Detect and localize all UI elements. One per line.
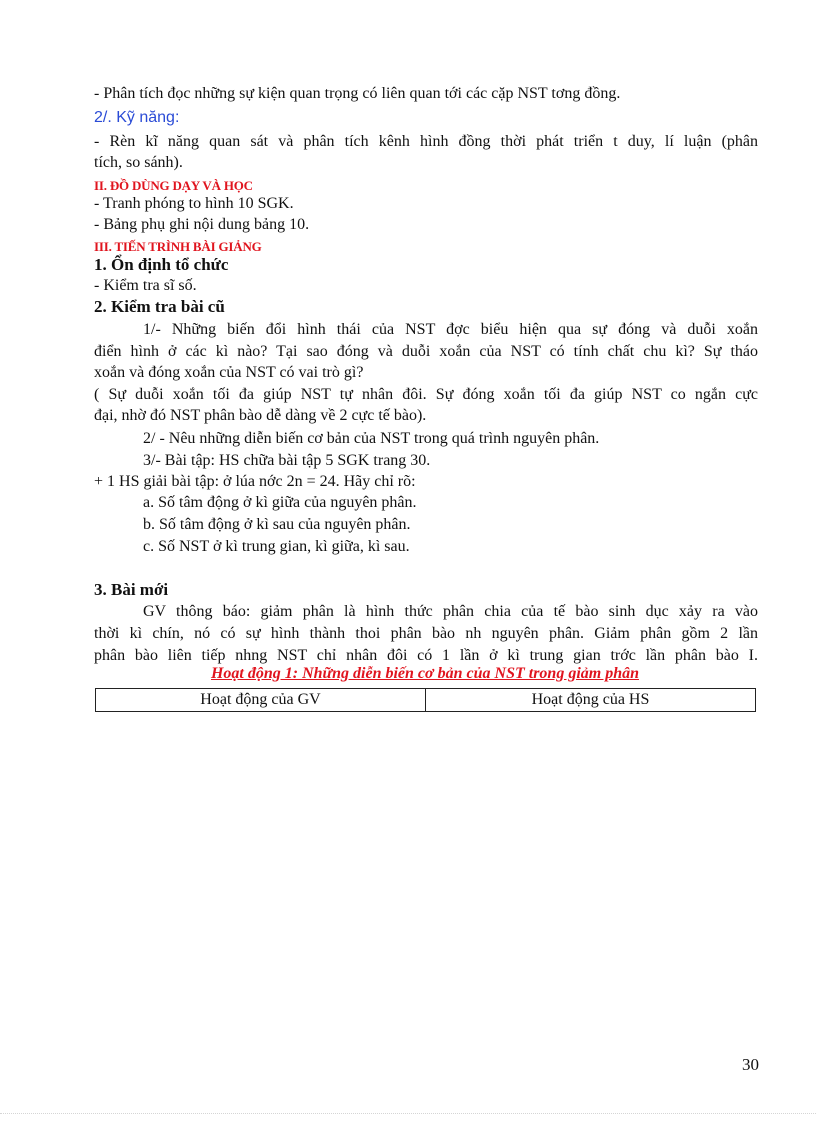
text-line: ( Sự duỗi xoắn tối đa giúp NST tự nhân đôi. Sự đóng xoắn tối đa giúp NST co ngắn cực — [94, 386, 758, 403]
list-item: a. Số tâm động ở kì giữa của nguyên phân. — [143, 494, 417, 511]
list-item: b. Số tâm động ở kì sau của nguyên phân. — [143, 516, 411, 533]
text-line: - Phân tích đọc những sự kiện quan trọng có liên quan tới các cặp NST tơng đồng. — [94, 85, 621, 102]
text-line: GV thông báo: giảm phân là hình thức phân chia của tế bào sinh dục xảy ra vào — [143, 603, 758, 620]
text-line: phân bào liên tiếp nhng NST chỉ nhân đôi có 1 lần ở kì trung gian trớc lần phân bào I. — [94, 647, 758, 664]
page-bottom-divider — [0, 1113, 816, 1114]
list-item: c. Số NST ở kì trung gian, kì giữa, kì sau. — [143, 538, 410, 555]
text-line: - Tranh phóng to hình 10 SGK. — [94, 195, 294, 212]
text-line: - Bảng phụ ghi nội dung bảng 10. — [94, 216, 310, 233]
text-line: + 1 HS giải bài tập: ở lúa nớc 2n = 24. Hãy chỉ rõ: — [94, 473, 416, 490]
page-number: 30 — [742, 1055, 759, 1074]
table-header-gv: Hoạt động của GV — [96, 689, 426, 712]
subsection-heading: 2. Kiểm tra bài cũ — [94, 297, 225, 316]
text-line: 1/- Những biến đổi hình thái của NST đợc biểu hiện qua sự đóng và duỗi xoắn — [143, 321, 758, 338]
text-line: tích, so sánh). — [94, 154, 183, 171]
section-heading-skills: 2/. Kỹ năng: — [94, 109, 180, 126]
subsection-heading: 3. Bài mới — [94, 580, 169, 599]
section-heading: III. TIẾN TRÌNH BÀI GIẢNG — [94, 239, 262, 254]
text-line: đại, nhờ đó NST phân bào dễ dàng về 2 cực tế bào). — [94, 407, 427, 424]
subsection-heading: 1. Ổn định tổ chức — [94, 255, 229, 274]
activity-table — [95, 688, 756, 712]
text-line: 2/ - Nêu những diễn biến cơ bản của NST trong quá trình nguyên phân. — [143, 430, 600, 447]
text-line: xoắn và đóng xoắn của NST có vai trò gì? — [94, 364, 364, 381]
activity-title: Hoạt động 1: Những diễn biến cơ bản của NST trong giảm phân — [210, 665, 639, 682]
text-line: - Rèn kĩ năng quan sát và phân tích kênh hình đồng thời phát triển t duy, lí luận (phân — [94, 133, 758, 150]
table-header-row — [96, 689, 756, 712]
text-line: 3/- Bài tập: HS chữa bài tập 5 SGK trang 30. — [143, 452, 431, 469]
text-line: điển hình ở các kì nào? Tại sao đóng và duỗi xoắn của NST có tính chất chu kì? Sự tháo — [94, 343, 758, 360]
text-line: thời kì chín, nó có sự hình thành thoi phân bào nh nguyên phân. Giảm phân gồm 2 lần — [94, 625, 758, 642]
text-line: - Kiểm tra sĩ số. — [94, 277, 197, 294]
table-header-hs: Hoạt động của HS — [426, 689, 756, 712]
section-heading: II. ĐỒ DÙNG DẠY VÀ HỌC — [94, 178, 253, 193]
